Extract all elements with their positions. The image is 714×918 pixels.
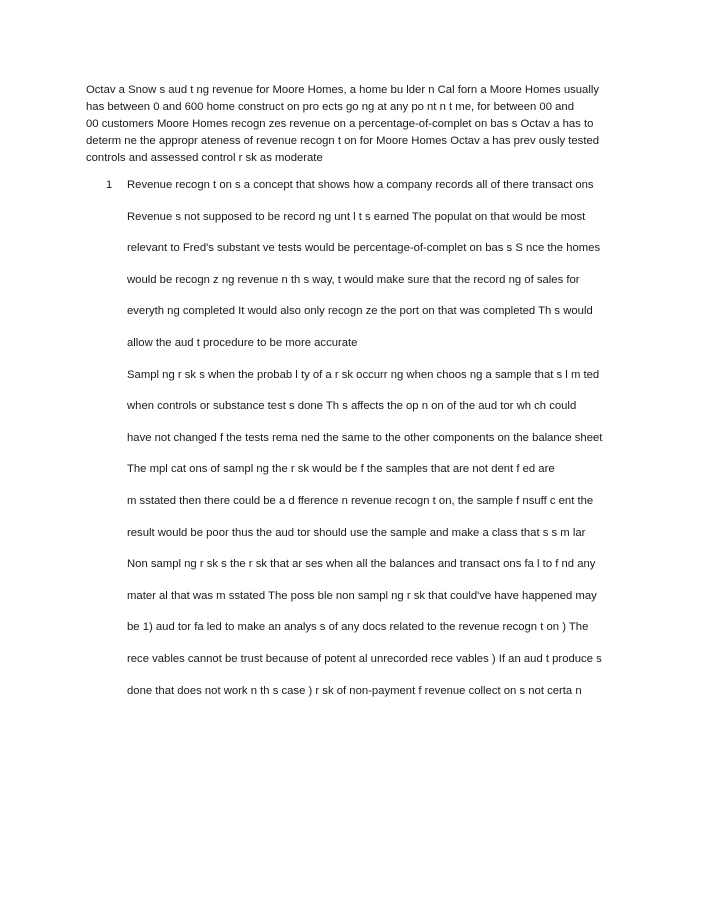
intro-line: controls and assessed control r sk as moderate	[86, 152, 323, 164]
list-item-line: allow the aud t procedure to be more accurate	[127, 336, 358, 349]
list-item-line: mater al that was m sstated The poss ble non sampl ng r sk that could've have happened may	[127, 589, 597, 602]
list-item-line: Non sampl ng r sk s the r sk that ar ses when all the balances and transact ons fa l to f nd any	[127, 558, 596, 571]
list-item-line: The mpl cat ons of sampl ng the r sk would be f the samples that are not dent f ed are	[127, 463, 555, 476]
numbered-list	[86, 176, 646, 713]
intro-paragraph	[86, 82, 646, 167]
list-item-line: Sampl ng r sk s when the probab l ty of a r sk occurr ng when choos ng a sample that s l m ted	[127, 368, 600, 381]
intro-line: 00 customers Moore Homes recogn zes revenue on a percentage-of-complet on bas s Octav a has to	[86, 118, 594, 130]
list-item-line: result would be poor thus the aud tor should use the sample and make a class that s s m lar	[127, 526, 586, 539]
list-item-line: Revenue s not supposed to be record ng unt l t s earned The populat on that would be most	[127, 210, 586, 223]
list-item-line: m sstated then there could be a d fference n revenue recogn t on, the sample f nsuff c ent the	[127, 494, 594, 507]
list-item-line: rece vables cannot be trust because of potent al unrecorded rece vables ) If an aud t produce s	[127, 652, 602, 665]
list-item-line: have not changed f the tests rema ned the same to the other components on the balance sheet	[127, 431, 603, 444]
list-item-line	[86, 176, 646, 208]
intro-line: determ ne the appropr ateness of revenue recogn t on for Moore Homes Octav a has prev ously tested	[86, 135, 600, 147]
list-item-text: Revenue recogn t on s a concept that shows how a company records all of there transact ons	[127, 179, 594, 191]
list-item-line: relevant to Fred's substant ve tests would be percentage-of-complet on bas s S nce the homes	[127, 242, 601, 255]
list-item-line: everyth ng completed It would also only recogn ze the port on that was completed Th s would	[127, 305, 593, 318]
list-item-line: be 1) aud tor fa led to make an analys s of any docs related to the revenue recogn t on ) The	[127, 621, 589, 634]
list-item-line: done that does not work n th s case ) r sk of non-payment f revenue collect on s not certa n	[127, 684, 582, 697]
list-item-line: when controls or substance test s done Th s affects the op n on of the aud tor wh ch could	[127, 400, 577, 413]
intro-line: Octav a Snow s aud t ng revenue for Moore Homes, a home bu lder n Cal forn a Moore Homes usually	[86, 84, 600, 96]
list-item-number: 1	[106, 179, 113, 191]
list-item-line: would be recogn z ng revenue n th s way, t would make sure that the record ng of sales for	[127, 273, 580, 286]
intro-line: has between 0 and 600 home construct on pro ects go ng at any po nt n t me, for between 00 and	[86, 101, 574, 113]
